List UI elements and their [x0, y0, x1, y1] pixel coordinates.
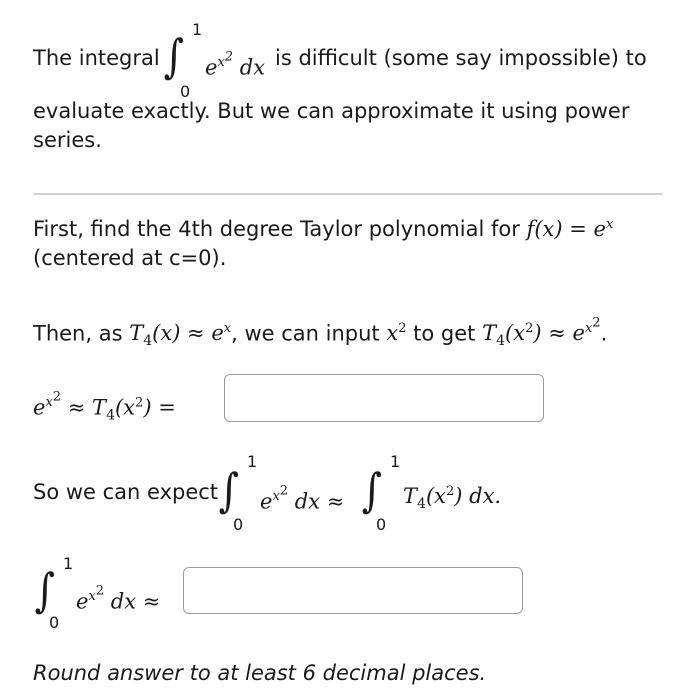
integral-sign: ∫ [163, 29, 185, 83]
taylor-polynomial-input[interactable] [224, 374, 544, 422]
intro-prefix: The integral [33, 46, 160, 70]
step1-line2: (centered at c=0). [33, 246, 227, 270]
answer2-lhs: $e^{x^2}$ dx ≈ [76, 584, 161, 614]
step3-rhs: $T_4(x^2)$ dx. [403, 484, 502, 513]
step3-lower-limit-right: 0 [376, 515, 387, 534]
step1-text: First, find the 4th degree Taylor polynomial for $f(x) = e^x$ [33, 217, 614, 241]
intro-line3: series. [33, 128, 102, 152]
intro-integrand: $e^{x^2}$ dx [205, 50, 266, 80]
step3-lower-limit-left: 0 [233, 515, 244, 534]
integral-lower-limit: 0 [180, 82, 191, 101]
step3-lhs-integrand: $e^{x^2}$ dx ≈ [260, 484, 345, 514]
integral-approximation-input[interactable] [183, 567, 523, 614]
step3-upper-limit-right: 1 [390, 452, 401, 471]
intro-line2: evaluate exactly. But we can approximate it using power [33, 99, 630, 123]
step3-prefix: So we can expect [33, 480, 219, 504]
rounding-note: Round answer to at least 6 decimal places. [33, 661, 487, 685]
step3-integral-sign-right: ∫ [361, 463, 383, 517]
step3-upper-limit-left: 1 [247, 452, 258, 471]
answer2-lower-limit: 0 [49, 613, 60, 632]
intro-suffix: is difficult (some say impossible) to [275, 46, 647, 70]
step2-text: Then, as $T_4(x) \approx e^x$, we can input $x^2$ to get $T_4(x^2) \approx e^{x^2}$. [33, 316, 608, 350]
answer2-integral-sign: ∫ [34, 563, 56, 617]
section-divider [33, 193, 663, 195]
answer2-upper-limit: 1 [63, 554, 74, 573]
integral-upper-limit: 1 [192, 20, 203, 39]
step1-function: $f(x) = e^x$ [526, 217, 614, 241]
answer1-lhs: $e^{x^2} \approx T_4(x^2)$ = [33, 390, 176, 424]
step3-integral-sign-left: ∫ [218, 463, 240, 517]
